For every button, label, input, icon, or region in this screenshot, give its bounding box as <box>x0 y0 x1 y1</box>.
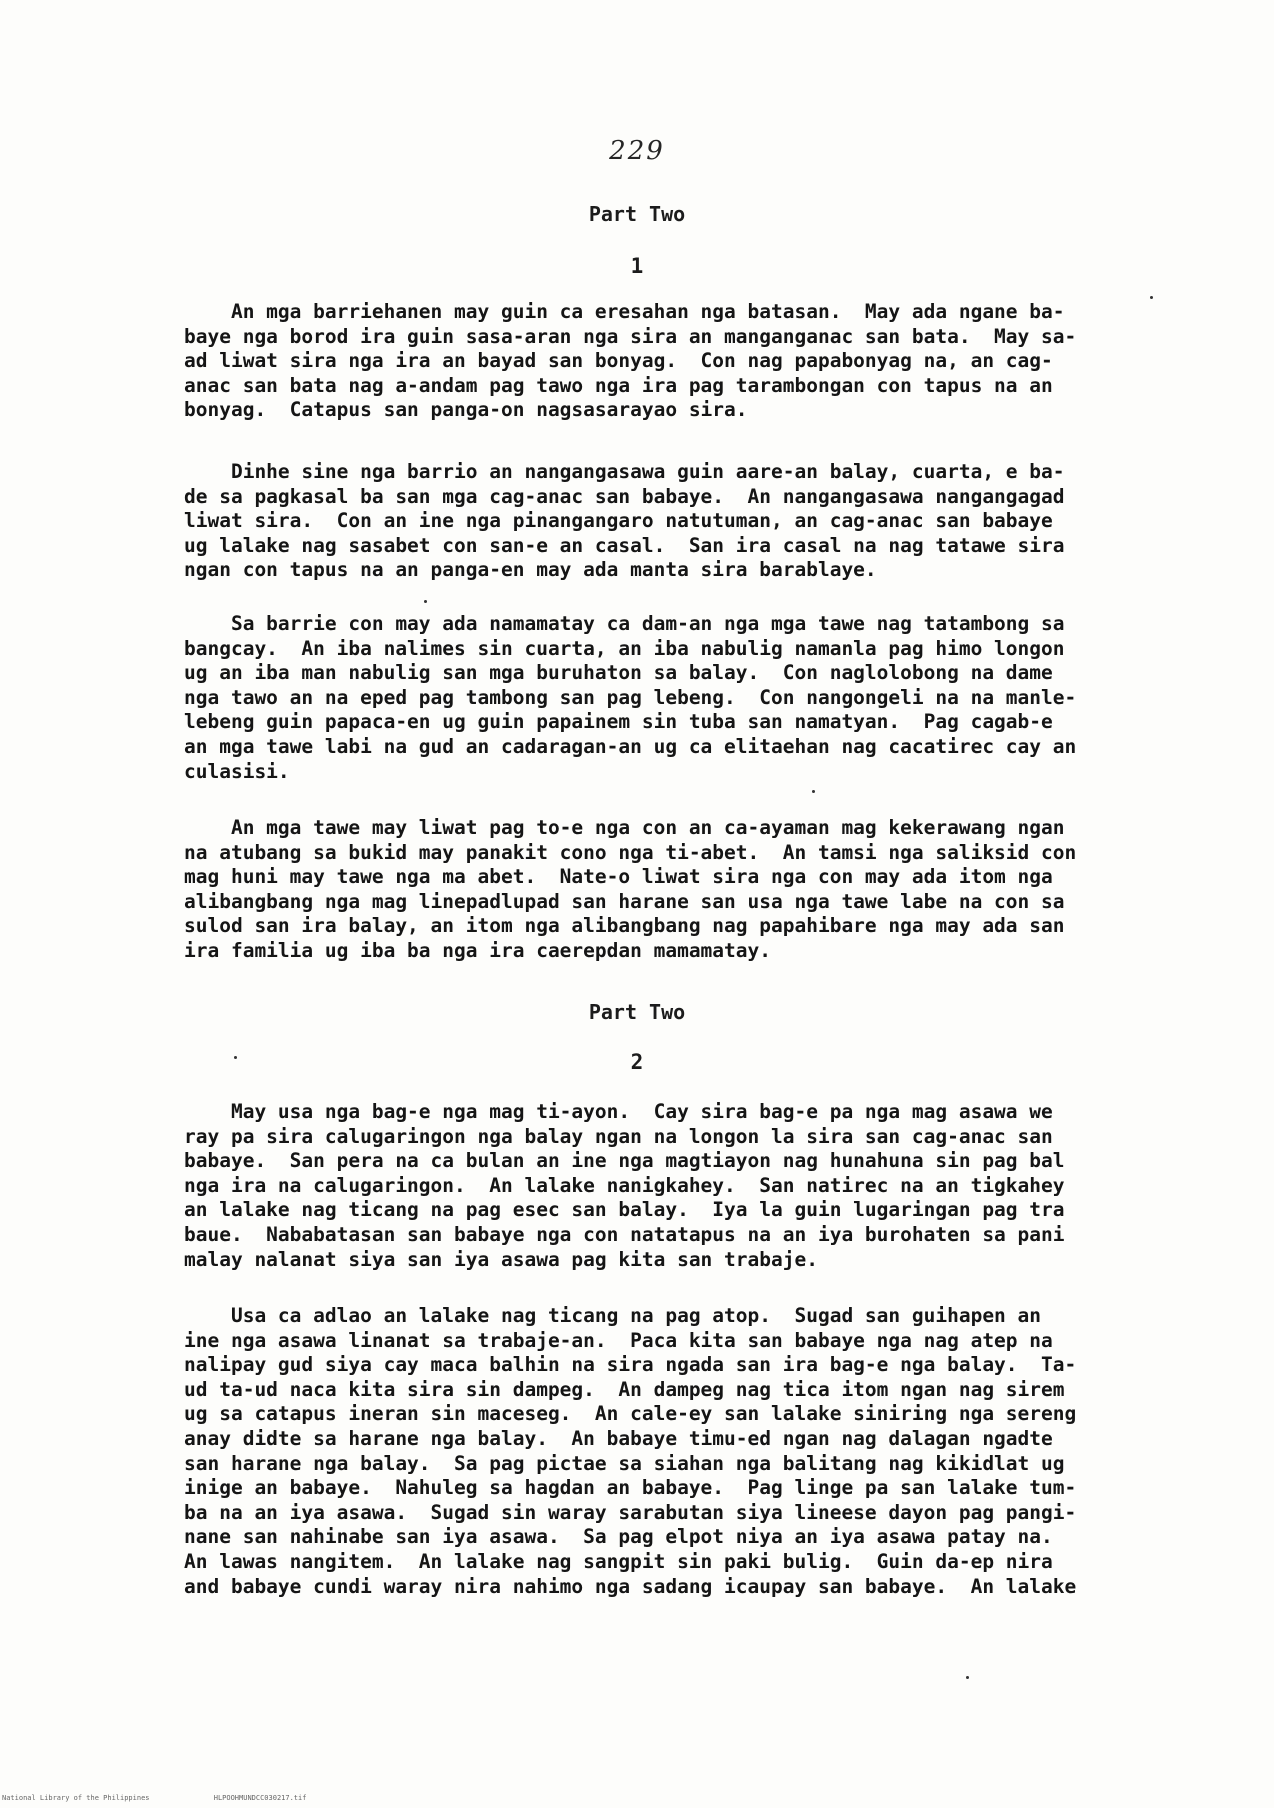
footer-library: National Library of the Philippines <box>2 1794 150 1802</box>
page-number: 229 <box>609 136 665 166</box>
section-number-2: 2 <box>630 1050 644 1074</box>
paragraph-1-4: An mga tawe may liwat pag to-e nga con an ca-ayaman mag kekerawang ngan na atubang sa bukid may panakit cono nga ti-abet. An tamsi nga saliksid con mag huni may tawe nga ma abet. Nate-o liwat sira nga con may ada itom nga alibangbang nga mag linepadlupad san harane san usa nga tawe labe na con sa sulod san ira balay, an itom nga alibangbang nag papahibare nga may ada san ira familia ug iba ba nga ira caerepdan mamamatay. <box>184 816 1077 962</box>
paragraph-1-3: Sa barrie con may ada namamatay ca dam-an nga mga tawe nag tatambong sa bangcay. An iba nalimes sin cuarta, an iba nabulig namanla pag himo longon ug an iba man nabulig san mga buruhaton sa balay. Con naglolobong na dame nga tawo an na eped pag tambong san pag lebeng. Con nangongeli na na manle- lebeng guin papaca-en ug guin papainem sin tuba san namatyan. Pag cagab-e an mga tawe labi na gud an cadaragan-an ug ca elitaehan nag cacatirec cay an culasisi. <box>184 612 1077 783</box>
footer-file: HLPOOHMUNDCC030217.tif <box>213 1794 307 1802</box>
scan-speck <box>812 790 815 793</box>
paragraph-1-1: An mga barriehanen may guin ca eresahan nga batasan. May ada ngane ba- baye nga borod ira guin sasa-aran nga sira an manganganac san bata. May sa- ad liwat sira nga ira an bayad san bonyag. Con nag papabonyag na, an cag- anac san bata nag a-andam pag tawo nga ira pag tarambongan con tapus na an bonyag. Catapus san panga-on nagsasarayao sira. <box>184 300 1077 422</box>
paragraph-2-2: Usa ca adlao an lalake nag ticang na pag atop. Sugad san guihapen an ine nga asawa linanat sa trabaje-an. Paca kita san babaye nga nag atep na nalipay gud siya cay maca balhin na sira ngada san ira bag-e nga balay. Ta- ud ta-ud naca kita sira sin dampeg. An dampeg nag tica itom ngan nag sirem ug sa catapus ineran sin maceseg. An cale-ey san lalake siniring nga sereng anay didte sa harane nga balay. An babaye timu-ed ngan nag dalagan ngadte san harane nga balay. Sa pag pictae sa siahan nga balitang nag kikidlat ug inige an babaye. Nahuleg sa hagdan an babaye. Pag linge pa san lalake tum- ba na an iya asawa. Sugad sin waray sarabutan siya lineese dayon pag pangi- nane san nahinabe san iya asawa. Sa pag elpot niya an iya asawa patay na. An lawas nangitem. An lalake nag sangpit sin paki bulig. Guin da-ep nira and babaye cundi waray nira nahimo nga sadang icaupay san babaye. An lalake <box>184 1304 1077 1598</box>
paragraph-1-2: Dinhe sine nga barrio an nangangasawa guin aare-an balay, cuarta, e ba- de sa pagkasal ba san mga cag-anac san babaye. An nangangasawa nangangagad liwat sira. Con an ine nga pinangangaro natutuman, an cag-anac san babaye ug lalake nag sasabet con san-e an casal. San ira casal na nag tatawe sira ngan con tapus na an panga-en may ada manta sira barablaye. <box>184 460 1065 582</box>
part-heading-2: Part Two <box>588 1000 686 1024</box>
section-number-1: 1 <box>630 254 644 278</box>
part-heading-1: Part Two <box>588 202 686 226</box>
scan-speck <box>234 1056 237 1059</box>
scan-speck <box>966 1676 969 1679</box>
scan-speck <box>1150 296 1153 299</box>
scan-speck <box>424 600 427 603</box>
scan-footer <box>2 1794 366 1802</box>
paragraph-2-1: May usa nga bag-e nga mag ti-ayon. Cay sira bag-e pa nga mag asawa we ray pa sira calugaringon nga balay ngan na longon la sira san cag-anac san babaye. San pera na ca bulan an ine nga magtiayon nag hunahuna sin pag bal nga ira na calugaringon. An lalake nanigkahey. San natirec na an tigkahey an lalake nag ticang na pag esec san balay. Iya la guin lugaringan pag tra baue. Nababatasan san babaye nga con natatapus na an iya burohaten sa pani malay nalanat siya san iya asawa pag kita san trabaje. <box>184 1100 1065 1271</box>
